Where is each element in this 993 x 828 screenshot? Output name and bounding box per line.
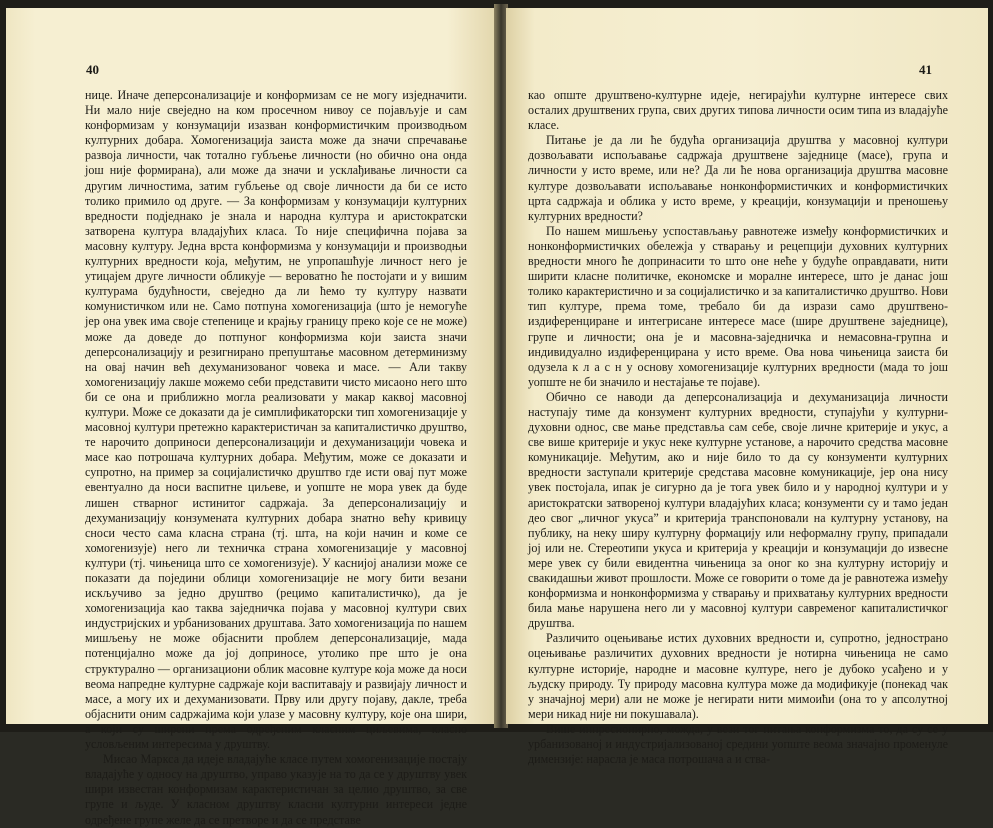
right-paragraph-6: Више инпресионирно, можда, у вези тог питања конформизма то, да су се у урбанизованој и индустријализованој средини уопште веома значајно променуле димензије: нарасла је маса потрошача а и ства- bbox=[528, 721, 948, 767]
right-paragraph-2: Питање је да ли ће будућа организација друштва у масовној култури дозвољавати испољавање садржаја друштвене заједнице (масе), група и личности у исто време, или не? Да ли ће нова организација друштва масовне културе дозвољавати испољавање нонконформистичких и конформистичких црта садржаја и облика у исто време, у креацији, конзумацији и преношењу културних вредности? bbox=[528, 133, 948, 223]
left-page-number: 40 bbox=[86, 62, 99, 77]
right-page-text bbox=[528, 88, 948, 767]
left-paragraph-1: нице. Иначе деперсонализације и конформизам се не могу изједначити. Ни мало није свеједно на ком просечном нивоу се појављује и сам конформизам у конзумацији изазван конформистичким производњом културних добара. Хомогенизација заиста може да значи спречавање развоја личности, чак тотално губљење личности (но обично она онда још није формирана), али може да значи и усклађивање личности са другим личностима, затим губљење од своје личности да би се исто толико примило од друге. — За конформизам у конзумацији културних вредности подједнако је знала и народна култура и аристократски затворена култура владајућих класа. То није специфична појава за масовну културу. Једна врста конформизма у конзумацији и производњи културних вредности која, међутим, не упропашћује личност него је утицајем друге личности обликује — вероватно ће постојати и у вишим културама будућности, свеједно да ли ћемо ту културу назвати комунистичком или не. Само потпуна хомогенизација (што је немогуће јер она увек има своје степенице и крајњу границу преко које се не може) може да доведе до потпуног конформизма који заиста значи деперсонализацију и резигнирано препуштање масовном детерминизму на овај начин већ дехуманизованог човека и масе. — Али такву хомогенизацију лакше можемо себи представити чисто мисаоно него што би се она и приближно могла реализовати у макар каквој масовној култури. Може се доказати да је симплификаторски тип хомогенизације у масовној култури претежно карактеристичан за капиталистичко друштво, те нарочито доприноси деперсонализацији и дехуманизацији човека и масе као потрошача културних добара. Међутим, може се доказати и супротно, на пример за социјалистичко друштво где исти овај пут може евентуално да носи васпитне циљеве, и уопште не мора увек да буде лишен стварног истинитог садржаја. За деперсонализацију и дехуманизацију конзумената културних добара знатно већу кривицу сноси често сама класна страна (тј. шта, на који начин и коме се хомогенизује) него ли техничка страна хомогенизације у масовној култури (тј. чињеница што се хомогенизује). У каснијој анализи може се показати да поједини облици хомогенизације не могу бити везани искључиво за једно друштво (рецимо капиталистичко), да је хомогенизација као таква заједничка појава у масовној култури свих индустријских и урбанизованих друштава. Зато хомогенизација по нашем мишљењу не може објаснити проблем деперсонализације, мада потенцијално може да јој доприносе, утолико пре што је она структурално — организациони облик масовне културе која може да носи веома напредне културне садржаје који васпитавају и развијају личност и масе, а могу их и дехуманизовати. Прву или другу појаву, дакле, треба објаснити оним садржајима који улазе у масовну културу, које она шири, а који су ширени према одређеним класним циљевима, класно условљеним интересима у друштву. bbox=[85, 88, 467, 752]
right-page bbox=[506, 8, 988, 767]
left-page-text bbox=[85, 88, 467, 828]
right-paragraph-3: По нашем мишљењу успостављању равнотеже између конформистичких и нонконформистичких обележја у стварању и рецепцији духовних културних вредности много ће допринасити то што оне неће у будуће оправдавати, нити ширити класне политичке, економске и моралне интересе, што је данас још толико карактеристично и за социјалистичко и за капиталистичко друштво. Нови тип културе, према томе, требало би да изрази само друштвено-издиференциране и интегрисане интересе масе (шире друштвене заједнице), групе и личности; она је и масовна-заједничка и немасовна-групна и индивидуално издиференцирана у исто време. Ова нова чињеница заиста би одузела к л а с н у основу хомогенизације културних вредности (мада то још уопште не би значило и нестајање те појаве). bbox=[528, 223, 948, 389]
right-paragraph-5: Различито оцењивање истих духовних вредности и, супротно, једнострано оцењивање различитих духовних вредности је нотирна чињеница не само културне историје, народне и масовне културе, него је дубоко усађено и у људску природу. Ту природу масовна култура може да модификује (понекад чак у значајној мери) али не може је негирати нити мимоићи (она то у апсолутној мери никад није ни покушавала). bbox=[528, 631, 948, 721]
right-paragraph-1: као опште друштвено-културне идеје, негирајући културне интересе свих осталих друштвених група, свих других типова личности осим типа из владајуће класе. bbox=[528, 88, 948, 133]
left-page bbox=[6, 8, 496, 827]
left-paragraph-2: Мисао Маркса да идеје владајуће класе путем хомогенизације постају владајуће у односу на друштво, управо указује на то да се у друштву увек шири известан конформизам карактеристичан за целио друштво, за све групе и људе. У класном друштву класни културни интереси једне одређене групе желе да се претворе и да се представе bbox=[85, 752, 467, 827]
right-paragraph-4: Обично се наводи да деперсонализација и дехуманизација личности наступају тиме да конзумент културних вредности, ступајући у културни-духовни однос, све мање представља сам себе, своје личне критерије и укус, а све више критерије и укус неке културне установе, а нарочито средства масовне комуникације. Међутим, ако и није било то да су конзументи културних вредности заступали критерије средстава масовне комуникације, јер она нису увек постојала, ипак је сигурно да је тога увек било и у народној култури и у аристократски затвореној култури владајућих класа; конзументи су и тамо један део свог „личног укуса” и критерија транспоновали на културну установу, на публику, на неку ширу културну формацију или неформалну групу, припадали јој или не. Стереотипи укуса и критерија у креацији и конзумацији до извесне мере увек су били евидентна чињеница за оног ко зна културну историју и свакидашњи живот прошлости. Може се говорити о томе да је равнотежа између конформизма и нонконформизма у стварању и прихватању културних вредности била мање нарушена него ли у масовној култури савременог капиталистичког друштва. bbox=[528, 389, 948, 631]
right-page-number: 41 bbox=[919, 62, 932, 77]
